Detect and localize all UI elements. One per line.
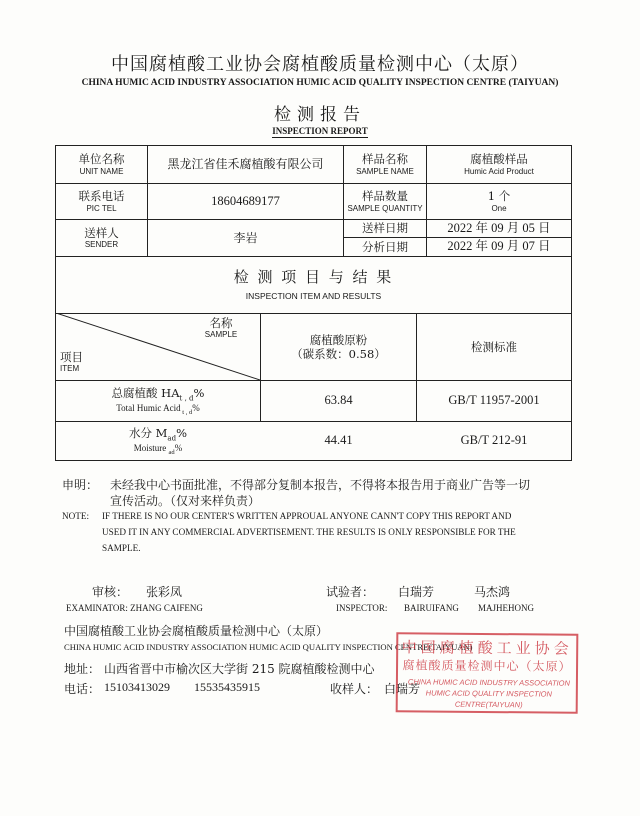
examinator-label: 审核： <box>92 585 129 599</box>
note-cn-label: 申明： <box>62 478 99 492</box>
send-date-value: 2022 年 09 月 05 日 <box>447 220 551 235</box>
note-en-line1: IF THERE IS NO OUR CENTER'S WRITTEN APPROUAL ANYONE CANN'T COPY THIS REPORT AND <box>102 511 512 521</box>
sample-column-header: 腐植酸原粉 （碳系数：0.58） <box>291 332 386 361</box>
sample-name-label: 样品名称 SAMPLE NAME <box>356 152 414 176</box>
footer-org-en: CHINA HUMIC ACID INDUSTRY ASSOCIATION HUMIC ACID QUALITY INSPECTION CENTRE(TAIYUAN) <box>64 642 473 652</box>
note-cn-line2: 宣传活动。（仅对来样负责） <box>110 494 261 508</box>
sample-name-value: 腐植酸样品 Humic Acid Product <box>464 152 534 176</box>
results-section-title: 检 测 项 目 与 结 果 INSPECTION ITEM AND RESULTS <box>233 268 394 302</box>
pic-tel-value: 18604689177 <box>211 193 280 208</box>
note-en-line2: USED IT IN ANY COMMERCIAL ADVERTISEMENT. THE RESULTS IS ONLY RESPONSIBLE FOR THE <box>102 527 516 537</box>
sender-value: 李岩 <box>233 230 258 245</box>
analysis-date-value: 2022 年 09 月 07 日 <box>447 239 551 254</box>
result-value-total-humic-acid: 63.84 <box>324 393 353 408</box>
result-row-total-humic-acid: 总腐植酸 $HA_{t , d}\%$ Total Humic Acid $_{t , d}$% <box>111 385 205 416</box>
address-label: 地址： <box>64 662 101 676</box>
pic-tel-label: 联系电话 PIC TEL <box>78 189 125 213</box>
result-standard-total-humic-acid: GB/T 11957-2001 <box>448 393 540 408</box>
examinator-en: EXAMINATOR: ZHANG CAIFENG <box>66 603 203 613</box>
receiver-name: 白瑞芳 <box>384 682 421 696</box>
report-table <box>55 145 572 461</box>
address-value: 山西省晋中市榆次区大学街 215 院腐植酸检测中心 <box>104 662 375 676</box>
official-stamp <box>396 632 579 714</box>
stamp-line2: 腐植酸质量检测中心（太原） <box>402 658 572 674</box>
unit-name-value: 黑龙江省佳禾腐植酸有限公司 <box>167 157 324 171</box>
sample-quantity-label: 样品数量 SAMPLE QUANTITY <box>347 189 423 213</box>
col-name-label: 名称 SAMPLE <box>204 315 238 340</box>
center-title-en: CHINA HUMIC ACID INDUSTRY ASSOCIATION HUMIC ACID QUALITY INSPECTION CENTRE (TAIYUAN) <box>81 78 559 88</box>
inspector2-en: MAJHEHONG <box>478 603 534 613</box>
send-date-label: 送样日期 <box>362 221 408 236</box>
receiver-label: 收样人： <box>330 682 379 696</box>
result-standard-moisture: GB/T 212-91 <box>460 433 528 448</box>
sender-label: 送样人 SENDER <box>84 225 119 250</box>
inspector-label: 试验者： <box>326 585 375 599</box>
inspector1-name: 白瑞芳 <box>398 585 435 599</box>
result-row-moisture: 水分 $M_{ad}\%$ Moisture $_{ad}$% <box>128 425 188 456</box>
stamp-line1: 中国腐植酸工业协会 <box>401 638 573 658</box>
standard-column-header: 检测标准 <box>471 339 517 354</box>
note-en-label: NOTE: <box>62 511 90 521</box>
tel-label: 电话： <box>64 682 101 696</box>
analysis-date-label: 分析日期 <box>362 239 408 254</box>
note-cn-line1: 未经我中心书面批准，不得部分复制本报告，不得将本报告用于商业广告等一切 <box>110 478 531 492</box>
inspector1-en: BAIRUIFANG <box>404 603 459 613</box>
inspector-label-en: INSPECTOR: <box>336 603 388 613</box>
note-en-line3: SAMPLE. <box>102 543 141 553</box>
tel2-value: 15535435915 <box>194 680 260 694</box>
footer-org-cn: 中国腐植酸工业协会腐植酸质量检测中心（太原） <box>64 624 329 638</box>
result-value-moisture: 44.41 <box>324 433 353 448</box>
sample-quantity-value: 1 个 One <box>487 189 511 213</box>
examinator-name: 张彩凤 <box>146 585 183 599</box>
report-title-cn: 检测报告 <box>274 105 366 125</box>
unit-name-label: 单位名称 UNIT NAME <box>78 152 125 176</box>
report-title-en: INSPECTION REPORT <box>272 126 368 136</box>
col-item-label: 项目 ITEM <box>60 349 83 374</box>
inspector2-name: 马杰鸿 <box>474 585 511 599</box>
tel1-value: 15103413029 <box>104 680 170 694</box>
stamp-line3: CHINA HUMIC ACID INDUSTRY ASSOCIATION HUMIC ACID QUALITY INSPECTION CENTRE(TAIYUAN) <box>407 677 570 710</box>
center-title-cn: 中国腐植酸工业协会腐植酸质量检测中心（太原） <box>111 54 529 75</box>
